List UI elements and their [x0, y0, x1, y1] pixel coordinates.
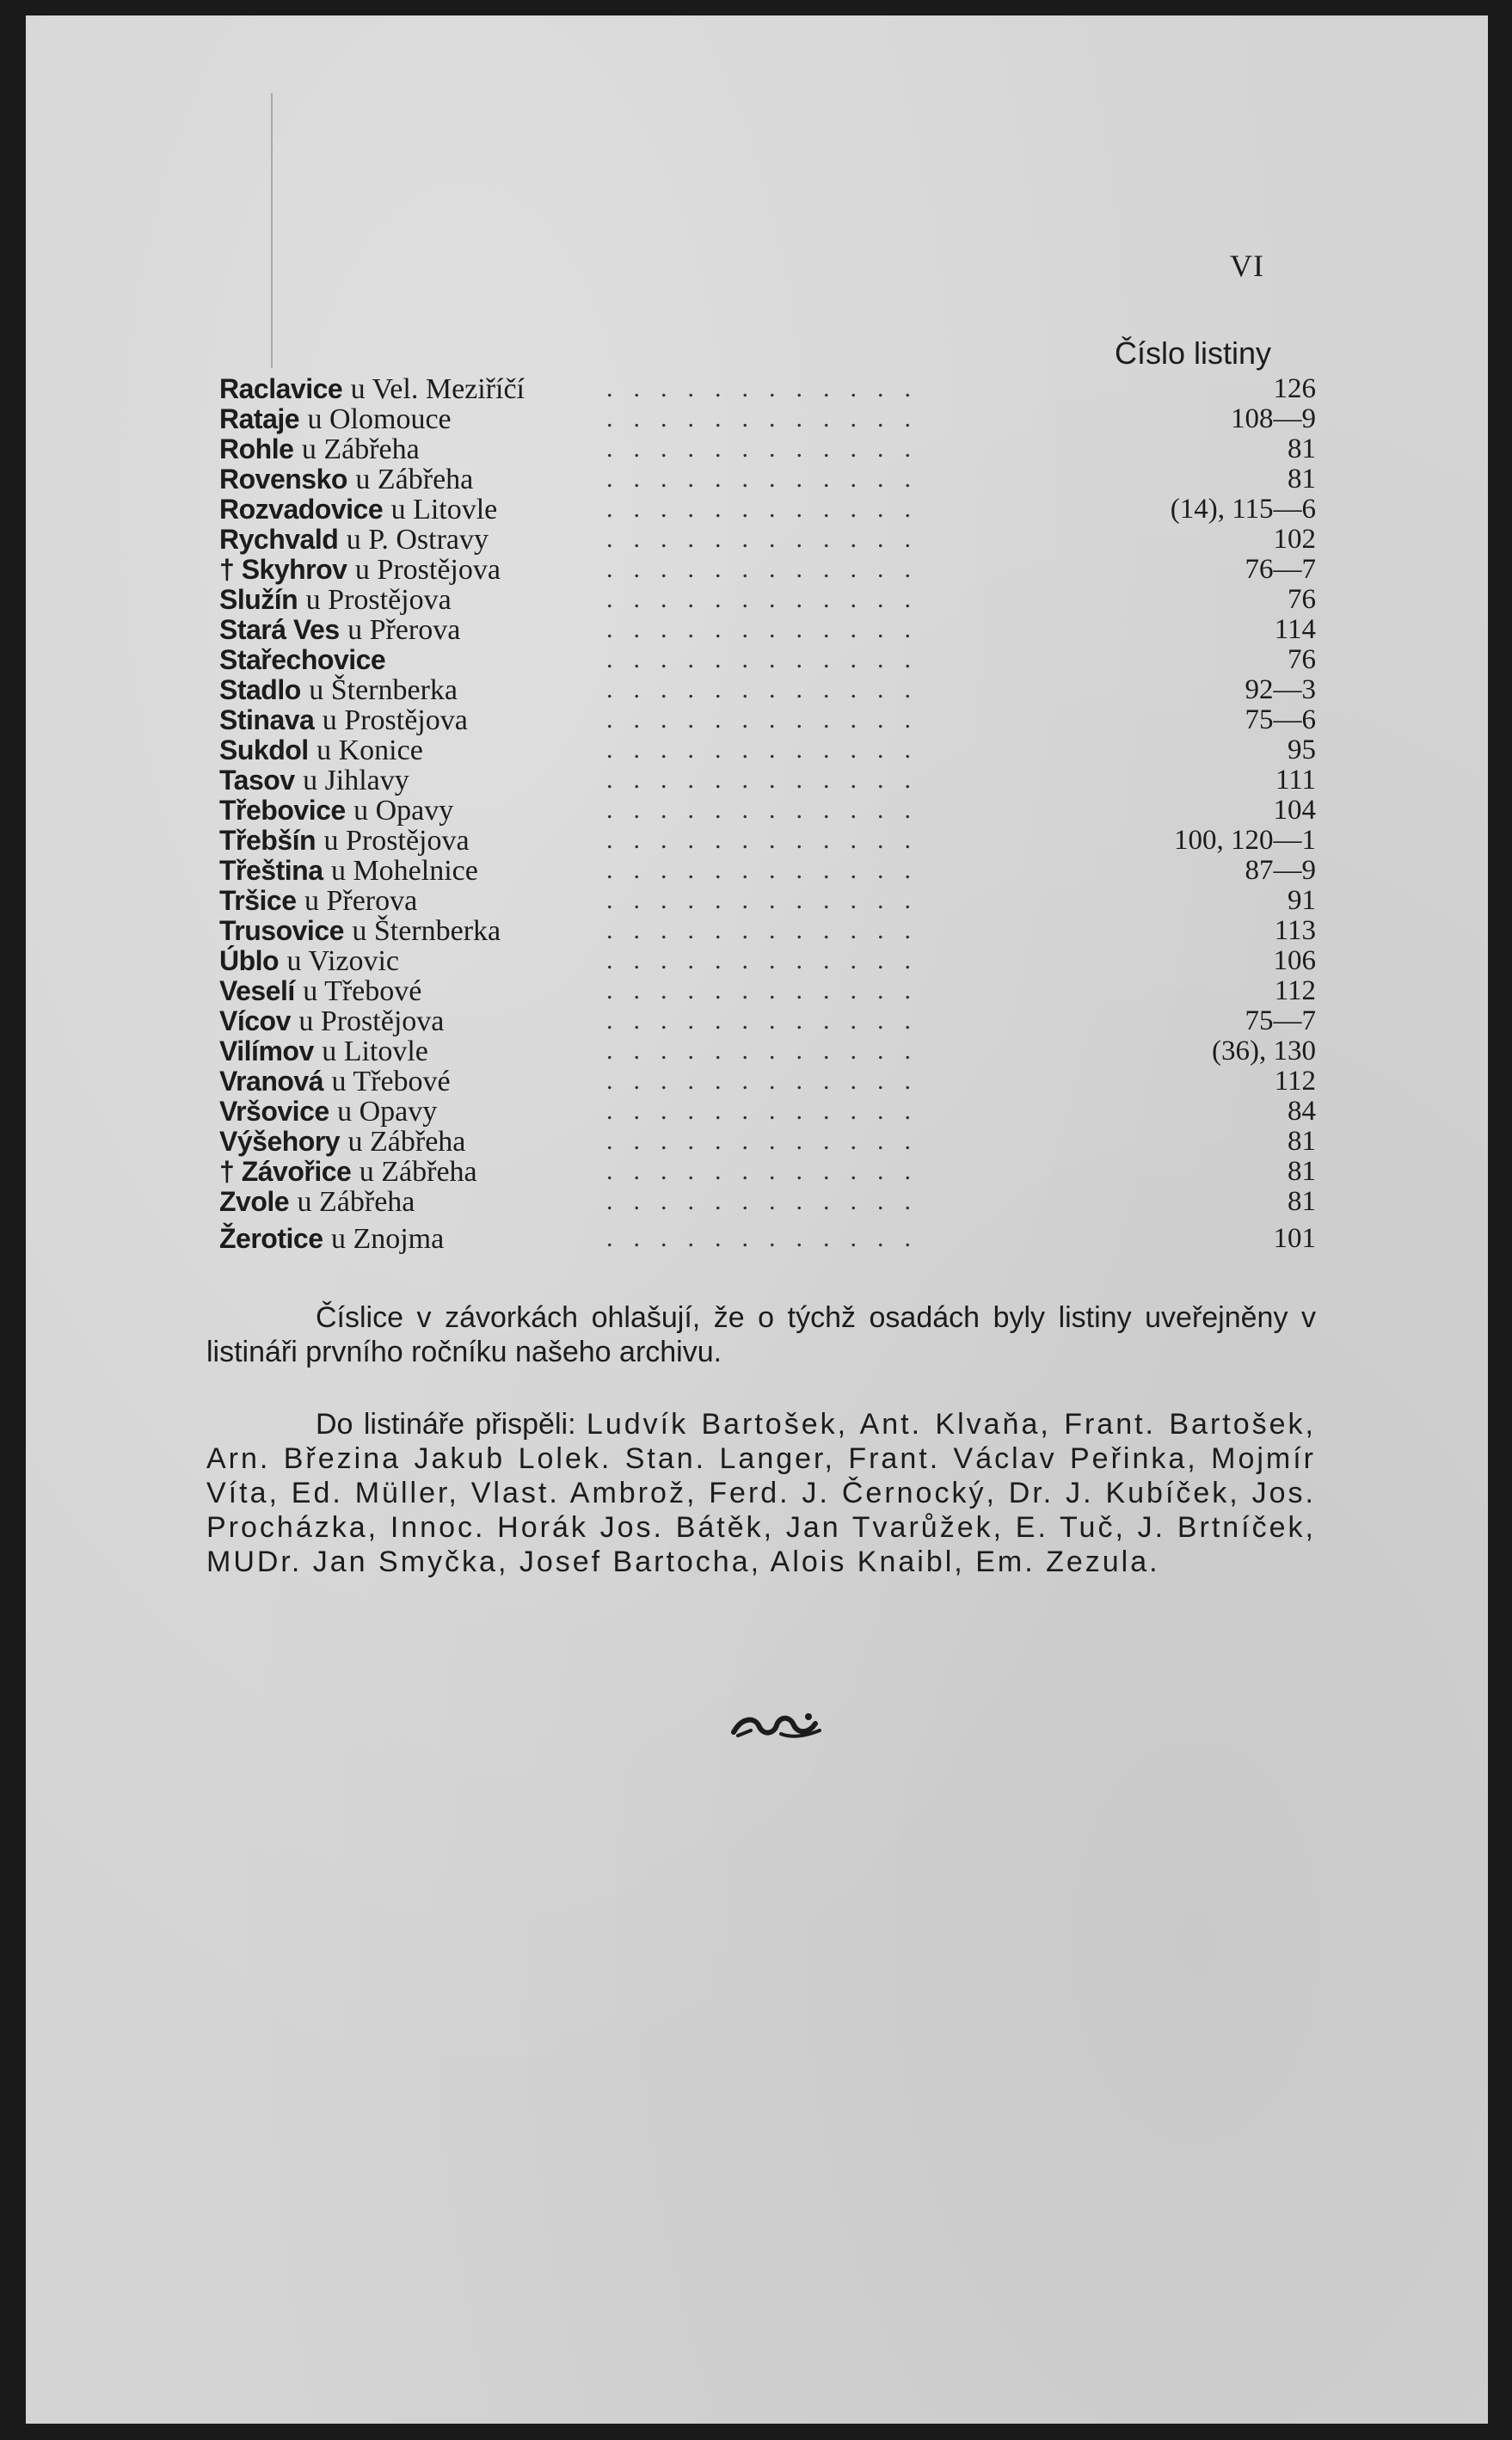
entry-place-locator: u Přerova: [304, 885, 418, 917]
entry-place: [219, 916, 501, 946]
entry-place-name: Rozvadovice: [219, 494, 384, 525]
dot-leader: ............: [606, 705, 931, 734]
entry-document-numbers: 76: [1288, 644, 1316, 675]
entry-place-name: Veselí: [219, 975, 295, 1006]
entry-document-numbers: 92—3: [1245, 674, 1316, 705]
entry-place-name: Zvole: [219, 1186, 290, 1217]
dot-leader: ............: [606, 976, 931, 1005]
entry-place-locator: u Zábřeha: [359, 1156, 477, 1188]
index-row: [194, 525, 1316, 555]
entry-document-numbers: 112: [1274, 975, 1316, 1006]
entry-place: [219, 464, 473, 495]
entry-place-name: Stará Ves: [219, 614, 340, 645]
dot-leader: ............: [606, 434, 931, 463]
entry-place-name: † Závořice: [219, 1156, 352, 1187]
entry-place: [219, 826, 470, 856]
entry-place-name: Rohle: [219, 433, 294, 464]
dot-leader: ............: [606, 675, 931, 704]
index-row: [194, 705, 1316, 735]
entry-place-locator: u Přerova: [347, 614, 461, 646]
entry-document-numbers: (36), 130: [1212, 1036, 1316, 1066]
entry-place-name: Tršice: [219, 885, 297, 916]
index-row: [194, 615, 1316, 645]
entry-place: [219, 886, 417, 916]
entry-place-name: Sukdol: [219, 734, 309, 765]
entry-place-name: Služín: [219, 584, 298, 615]
dot-leader: ............: [606, 1127, 931, 1155]
entry-document-numbers: 95: [1288, 734, 1316, 765]
dot-leader: ............: [606, 645, 931, 673]
entry-place-locator: u Prostějova: [298, 1005, 445, 1037]
dot-leader: ............: [606, 1157, 931, 1185]
index-row: [194, 464, 1316, 495]
index-row: [194, 1224, 1316, 1254]
dot-leader: ............: [606, 916, 931, 944]
index-row: [194, 765, 1316, 796]
entry-place: [219, 374, 525, 404]
entry-document-numbers: 81: [1288, 1156, 1316, 1187]
index-row: [194, 404, 1316, 434]
entry-place: [219, 434, 420, 464]
entry-document-numbers: 126: [1273, 373, 1316, 404]
index-row: [194, 675, 1316, 705]
scan-margin-line: [271, 93, 273, 368]
entry-document-numbers: 76—7: [1245, 554, 1316, 585]
entry-document-numbers: 91: [1288, 885, 1316, 916]
entry-place-locator: u Znojma: [330, 1223, 445, 1255]
dot-leader: ............: [606, 1036, 931, 1065]
entry-place-name: † Skyhrov: [219, 554, 347, 585]
entry-place-locator: u Třebové: [331, 1066, 451, 1097]
entry-place-locator: u Zábřeha: [301, 433, 420, 465]
column-heading: Číslo listiny: [1114, 335, 1271, 371]
entry-place-locator: u Jihlavy: [303, 765, 409, 796]
entry-place-locator: u Prostějova: [354, 554, 501, 586]
dot-leader: ............: [606, 735, 931, 764]
entry-place-name: Vícov: [219, 1005, 291, 1036]
entry-place-name: Vršovice: [219, 1096, 329, 1127]
entry-document-numbers: 108—9: [1231, 403, 1316, 434]
dot-leader: ............: [606, 796, 931, 824]
index-row: [194, 1127, 1316, 1157]
place-index-list: [194, 374, 1316, 1254]
entry-place-name: Rataje: [219, 403, 300, 434]
index-row: [194, 856, 1316, 886]
index-row: [194, 1036, 1316, 1066]
entry-place: [219, 705, 468, 735]
entry-document-numbers: (14), 115—6: [1170, 494, 1316, 525]
entry-place-name: Výšehory: [219, 1126, 341, 1157]
entry-document-numbers: 81: [1288, 464, 1316, 495]
contributors-paragraph: [206, 1407, 1316, 1579]
index-row: [194, 1066, 1316, 1097]
index-row: [194, 796, 1316, 826]
entry-place: [219, 645, 385, 675]
index-row: [194, 735, 1316, 765]
entry-place-name: Stařechovice: [219, 644, 386, 675]
dot-leader: ............: [606, 1066, 931, 1095]
entry-document-numbers: 113: [1274, 915, 1316, 946]
entry-place-name: Žerotice: [219, 1223, 323, 1254]
contributors-intro: Do listináře přispěli:: [316, 1408, 576, 1441]
entry-place-name: Rovensko: [219, 464, 347, 495]
entry-place: [219, 735, 423, 765]
dot-leader: ............: [606, 525, 931, 553]
entry-place-name: Vranová: [219, 1066, 324, 1097]
entry-place: [219, 585, 452, 615]
dot-leader: ............: [606, 946, 931, 974]
entry-document-numbers: 75—7: [1245, 1005, 1316, 1036]
entry-place: [219, 1187, 415, 1217]
entry-place-name: Třeština: [219, 855, 323, 886]
dot-leader: ............: [606, 765, 931, 794]
entry-place-locator: u Vel. Meziříčí: [350, 373, 525, 405]
index-row: [194, 826, 1316, 856]
entry-document-numbers: 112: [1274, 1066, 1316, 1097]
entry-place-locator: u Olomouce: [307, 403, 452, 435]
dot-leader: ............: [606, 856, 931, 884]
entry-document-numbers: 84: [1288, 1096, 1316, 1127]
entry-document-numbers: 81: [1288, 433, 1316, 464]
entry-place-name: Raclavice: [219, 373, 343, 404]
entry-place-locator: u Zábřeha: [297, 1186, 415, 1218]
dot-leader: ............: [606, 615, 931, 643]
entry-place-name: Stadlo: [219, 674, 301, 705]
index-row: [194, 976, 1316, 1006]
ornament-icon: [729, 1708, 824, 1742]
index-row: [194, 946, 1316, 976]
entry-place-locator: u Opavy: [353, 795, 454, 827]
entry-place-locator: u Šternberka: [309, 674, 458, 706]
page-number: VI: [1230, 249, 1264, 283]
entry-place-name: Úblo: [219, 945, 280, 976]
entry-place-locator: u Mohelnice: [330, 855, 478, 887]
entry-document-numbers: 111: [1275, 765, 1316, 796]
entry-place: [219, 1224, 444, 1254]
entry-document-numbers: 87—9: [1245, 855, 1316, 886]
entry-place: [219, 1157, 477, 1187]
index-row: [194, 1097, 1316, 1127]
entry-place-locator: u Vizovic: [286, 945, 400, 977]
entry-document-numbers: 81: [1288, 1186, 1316, 1217]
entry-place-locator: u Litovle: [390, 494, 498, 525]
entry-place-locator: u Litovle: [322, 1036, 428, 1067]
entry-place-name: Třebovice: [219, 795, 346, 826]
entry-document-numbers: 114: [1274, 614, 1316, 645]
contributors-names: Ludvík Bartošek, Ant. Klvaňa, Frant. Bartošek, Arn. Březina Jakub Lolek. Stan. Langer, Frant. Václav Peřinka, Mojmír Víta, Ed. Müller, Vlast. Ambrož, Ferd. J. Černocký, Dr. J. Kubíček, Jos. Procházka, Innoc. Horák Jos. Bátěk, Jan Tvarůžek, E. Tuč, J. Brtníček, MUDr. Jan Smyčka, Josef Bartocha, Alois Knaibl, Em. Zezula.: [206, 1408, 1316, 1578]
index-row: [194, 585, 1316, 615]
index-row: [194, 1157, 1316, 1187]
entry-place: [219, 525, 489, 555]
entry-place-name: Tasov: [219, 765, 295, 796]
entry-place-locator: u Šternberka: [352, 915, 501, 947]
entry-document-numbers: 76: [1288, 584, 1316, 615]
entry-document-numbers: 106: [1273, 945, 1316, 976]
index-row: [194, 645, 1316, 675]
dot-leader: ............: [606, 1187, 931, 1215]
entry-place-locator: u Prostějova: [305, 584, 452, 616]
index-row: [194, 886, 1316, 916]
entry-place: [219, 675, 458, 705]
footnote: Číslice v závorkách ohlašují, že o týchž osadách byly listiny uveřejněny v listináři prvního ročníku našeho archivu.: [206, 1301, 1316, 1368]
index-row: [194, 374, 1316, 404]
entry-place: [219, 1066, 451, 1097]
dot-leader: ............: [606, 1006, 931, 1035]
entry-place-locator: u Prostějova: [322, 704, 468, 736]
entry-place: [219, 555, 501, 585]
index-row: [194, 555, 1316, 585]
entry-document-numbers: 81: [1288, 1126, 1316, 1157]
dot-leader: ............: [606, 585, 931, 613]
entry-place-name: Rychvald: [219, 524, 339, 555]
entry-document-numbers: 101: [1273, 1223, 1316, 1254]
entry-place: [219, 1097, 437, 1127]
entry-place-name: Třebšín: [219, 825, 317, 856]
entry-document-numbers: 102: [1273, 524, 1316, 555]
entry-place: [219, 765, 409, 796]
dot-leader: ............: [606, 826, 931, 854]
dot-leader: ............: [606, 374, 931, 403]
entry-place: [219, 976, 421, 1006]
book-page: [26, 15, 1488, 2424]
index-row: [194, 1187, 1316, 1217]
entry-place: [219, 946, 399, 976]
dot-leader: ............: [606, 464, 931, 493]
entry-place-name: Trusovice: [219, 915, 344, 946]
entry-place-locator: u Opavy: [337, 1096, 438, 1128]
entry-place: [219, 856, 478, 886]
entry-place: [219, 1127, 465, 1157]
entry-place: [219, 796, 453, 826]
dot-leader: ............: [606, 555, 931, 583]
entry-place: [219, 1036, 428, 1066]
entry-place-locator: u P. Ostravy: [346, 524, 489, 556]
index-row: [194, 1006, 1316, 1036]
entry-place: [219, 495, 497, 525]
dot-leader: ............: [606, 495, 931, 523]
dot-leader: ............: [606, 886, 931, 914]
entry-place: [219, 404, 452, 434]
entry-place-locator: u Zábřeha: [347, 1126, 466, 1158]
entry-place: [219, 615, 460, 645]
index-row: [194, 495, 1316, 525]
dot-leader: ............: [606, 404, 931, 433]
index-row: [194, 434, 1316, 464]
entry-place-locator: u Zábřeha: [355, 464, 474, 495]
dot-leader: ............: [606, 1097, 931, 1125]
entry-place-locator: u Konice: [317, 734, 423, 766]
entry-document-numbers: 75—6: [1245, 704, 1316, 735]
entry-place-locator: u Třebové: [303, 975, 422, 1007]
entry-place-locator: u Prostějova: [323, 825, 470, 857]
entry-place-name: Vilímov: [219, 1036, 314, 1066]
entry-place: [219, 1006, 444, 1036]
entry-document-numbers: 104: [1273, 795, 1316, 826]
entry-place-name: Stinava: [219, 704, 315, 735]
index-row: [194, 916, 1316, 946]
dot-leader: ............: [606, 1224, 931, 1252]
entry-document-numbers: 100, 120—1: [1174, 825, 1316, 856]
